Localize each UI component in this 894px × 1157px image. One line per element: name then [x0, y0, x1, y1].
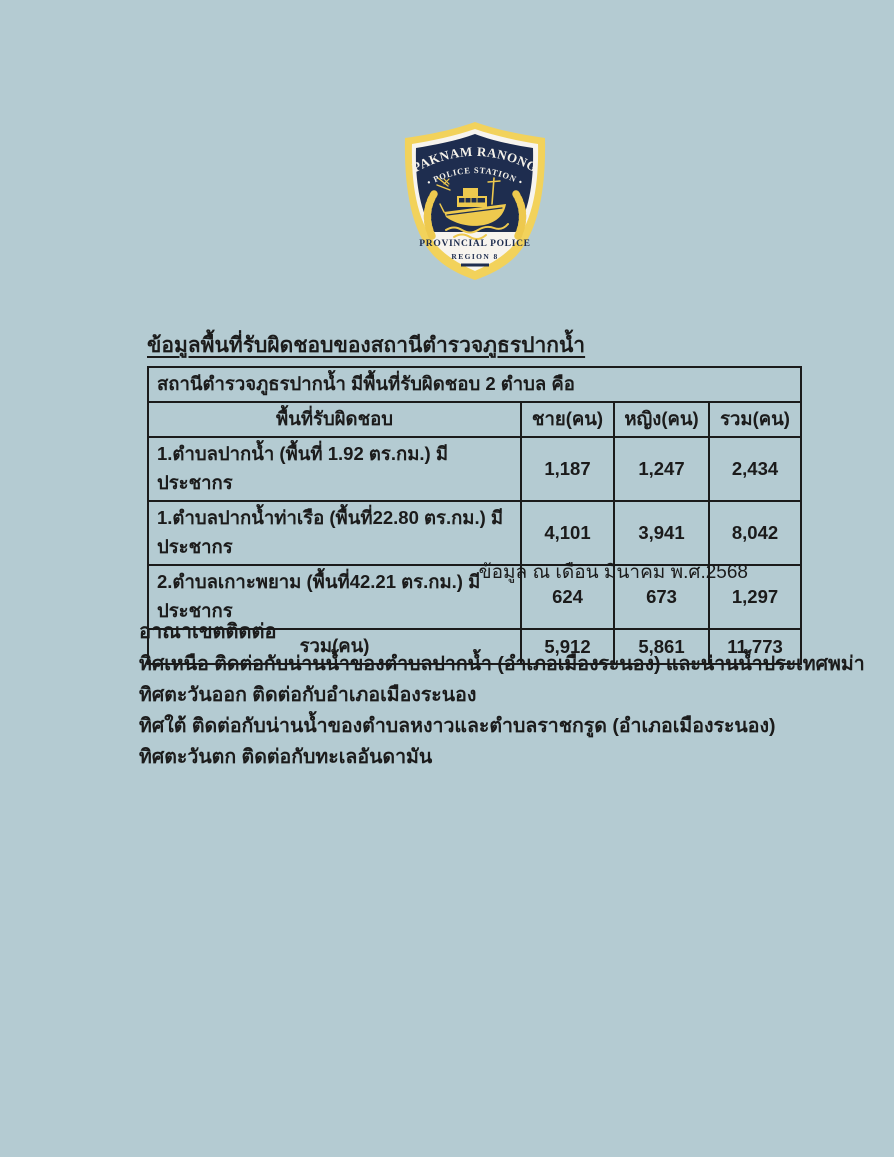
data-as-of-note: ข้อมูล ณ เดือน มีนาคม พ.ศ.2568 [478, 562, 748, 583]
row-male: 624 [521, 565, 614, 629]
header-total: รวม(คน) [709, 402, 801, 437]
badge-footer-line1: PROVINCIAL POLICE [419, 239, 531, 249]
row-area: 1.ตำบลปากน้ำท่าเรือ (พื้นที่22.80 ตร.กม.) มีประชากร [148, 501, 521, 565]
header-male: ชาย(คน) [521, 402, 614, 437]
row-area: 1.ตำบลปากน้ำ (พื้นที่ 1.92 ตร.กม.) มีประชากร [148, 437, 521, 501]
boundaries-section [139, 616, 865, 773]
row-male: 4,101 [521, 501, 614, 565]
badge-arc-title: PAKNAM RANONG [409, 143, 541, 175]
boundary-east: ทิศตะวันออก ติดต่อกับอำเภอเมืองระนอง [139, 684, 477, 706]
table-row [148, 437, 801, 501]
row-total: 8,042 [709, 501, 801, 565]
total-total: 11,773 [709, 629, 801, 664]
row-female: 1,247 [614, 437, 709, 501]
header-female: หญิง(คน) [614, 402, 709, 437]
row-total: 1,297 [709, 565, 801, 629]
table-row [148, 501, 801, 565]
boundary-west: ทิศตะวันตก ติดต่อกับทะเลอันดามัน [139, 746, 433, 768]
row-area: 2.ตำบลเกาะพยาม (พื้นที่42.21 ตร.กม.) มีประชากร [148, 565, 521, 629]
row-total: 2,434 [709, 437, 801, 501]
badge-footer-line2: REGION 8 [451, 252, 499, 261]
total-label: รวม(คน) [148, 629, 521, 664]
police-station-badge [396, 120, 554, 284]
total-male: 5,912 [521, 629, 614, 664]
row-female: 3,941 [614, 501, 709, 565]
table-caption-row [148, 367, 801, 402]
row-male: 1,187 [521, 437, 614, 501]
badge-arc-subtitle: • POLICE STATION • [425, 164, 525, 188]
header-area: พื้นที่รับผิดชอบ [148, 402, 521, 437]
boundary-north: ทิศเหนือ ติดต่อกับน่านน้ำของตำบลปากน้ำ (อำเภอเมืองระนอง) และน่านน้ำประเทศพม่า [139, 653, 865, 675]
table-caption: สถานีตำรวจภูธรปากน้ำ มีพื้นที่รับผิดชอบ 2 ตำบล คือ [148, 367, 801, 402]
table-header-row [148, 402, 801, 437]
total-female: 5,861 [614, 629, 709, 664]
page-title: ข้อมูลพื้นที่รับผิดชอบของสถานีตำรวจภูธรปากน้ำ [147, 334, 586, 357]
shield-badge-icon [396, 120, 554, 284]
row-female: 673 [614, 565, 709, 629]
badge-footer-bar [461, 264, 489, 267]
boundaries-heading: อาณาเขตติดต่อ [139, 621, 277, 643]
boundary-south: ทิศใต้ ติดต่อกับน่านน้ำของตำบลหงาวและตำบลราชกรูด (อำเภอเมืองระนอง) [139, 715, 776, 737]
